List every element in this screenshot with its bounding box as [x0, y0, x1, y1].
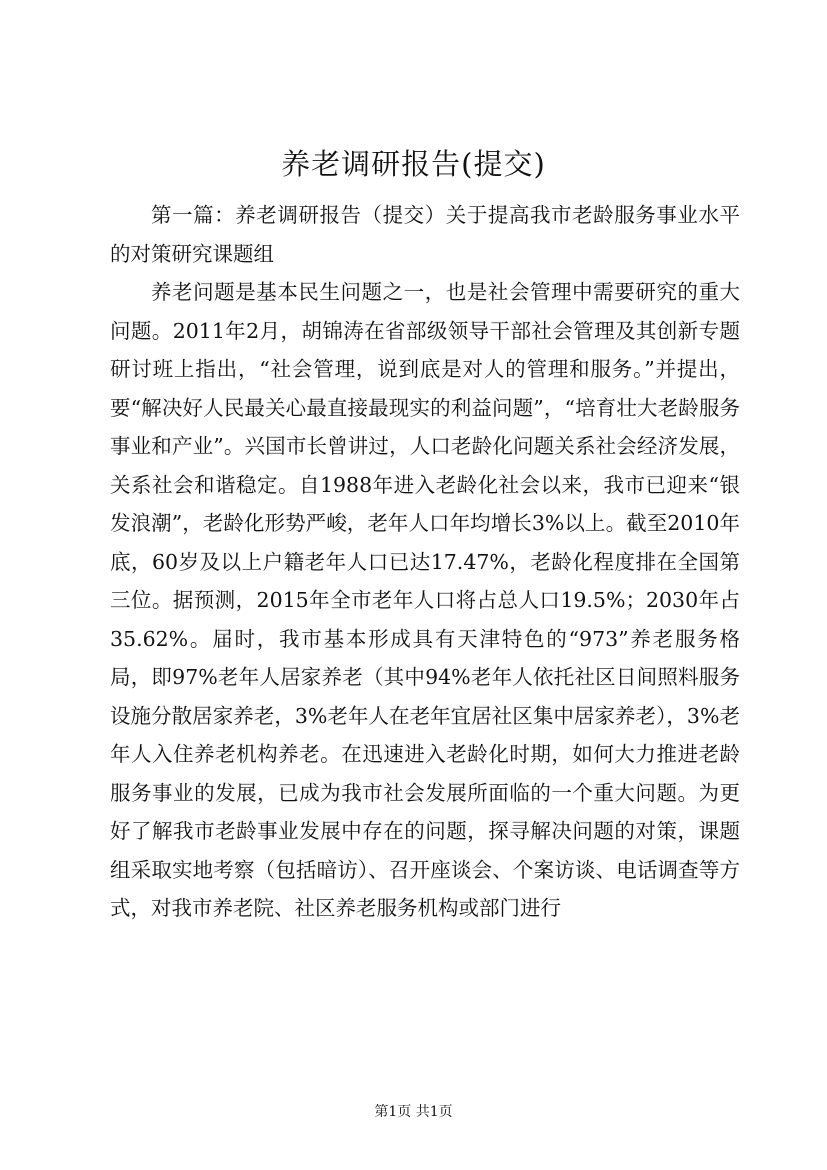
document-body	[110, 196, 740, 928]
paragraph-intro: 第一篇：养老调研报告（提交）关于提高我市老龄服务事业水平的对策研究课题组	[110, 203, 740, 266]
paragraph-main: 养老问题是基本民生问题之一，也是社会管理中需要研究的重大问题。2011年2月，胡锦涛在省部级领导干部社会管理及其创新专题研讨班上指出，“社会管理，说到底是对人的管理和服务。”并提出，要“解决好人民最关心最直接最现实的利益问题”，“培育壮大老龄服务事业和产业”。兴国市长曾讲过，人口老龄化问题关系社会经济发展，关系社会和谐稳定。自1988年进入老龄化社会以来，我市已迎来“银发浪潮”，老龄化形势严峻，老年人口年均增长3%以上。截至2010年底，60岁及以上户籍老年人口已达17.47%，老龄化程度排在全国第三位。据预测，2015年全市老年人口将占总人口19.5%；2030年占35.62%。届时，我市基本形成具有天津特色的“973”养老服务格局，即97%老年人居家养老（其中94%老年人依托社区日间照料服务设施分散居家养老，3%老年人在老年宜居社区集中居家养老），3%老年人入住养老机构养老。在迅速进入老龄化时期，如何大力推进老龄服务事业的发展，已成为我市社会发展所面临的一个重大问题。为更好了解我市老龄事业发展中存在的问题，探寻解决问题的对策，课题组采取实地考察（包括暗访）、召开座谈会、个案访谈、电话调查等方式，对我市养老院、社区养老服务机构或部门进行	[110, 280, 740, 920]
document-title: 养老调研报告(提交)	[281, 147, 546, 181]
page-number-footer: 第1页 共1页	[374, 1104, 453, 1120]
